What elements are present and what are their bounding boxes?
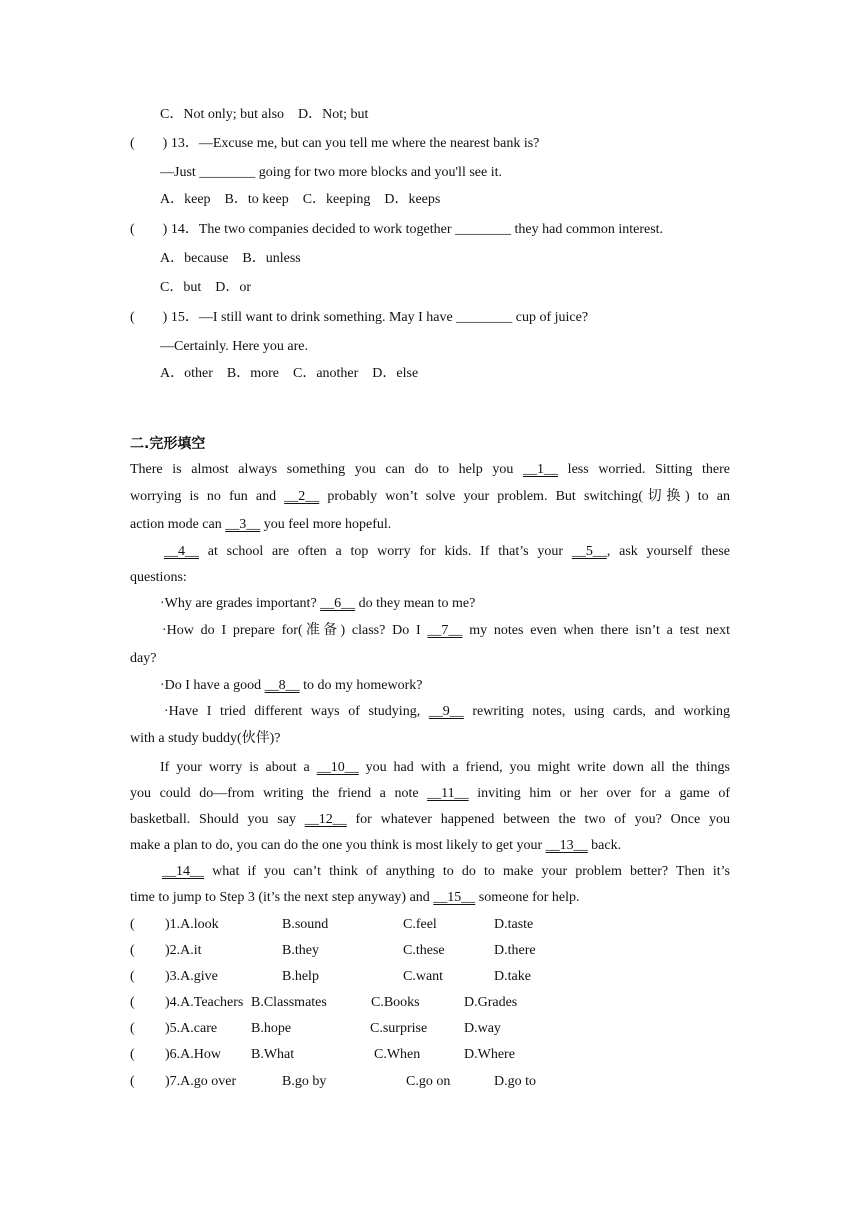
option-d[interactable]: D.there — [494, 943, 536, 958]
option-a[interactable]: )4.A.Teachers — [165, 995, 244, 1010]
option-a[interactable]: )2.A.it — [165, 943, 202, 958]
answer-paren[interactable]: ( — [130, 917, 135, 932]
option-a[interactable]: )7.A.go over — [165, 1074, 237, 1089]
answer-paren[interactable]: ( — [130, 943, 135, 958]
blank-2: __2__ — [284, 489, 320, 504]
cloze-p4-line2: time to jump to Step 3 (it’s the next step anyway) and __15__ someone for help. — [130, 890, 580, 905]
answer-paren[interactable]: ( — [130, 1074, 135, 1089]
option-b[interactable]: B.hope — [251, 1021, 292, 1036]
blank-12: __12__ — [304, 812, 347, 827]
question-stem: 15．—I still want to drink something. May I have ________ cup of juice? — [167, 310, 589, 325]
option-d[interactable]: D.take — [494, 969, 531, 984]
question-14 — [130, 221, 663, 239]
question-15-line2: —Certainly. Here you are. — [160, 339, 308, 354]
cloze-p3-line3: basketball. Should you say __12__ for whatever happened between the two of you? Once you — [130, 812, 730, 827]
answer-paren[interactable]: ( — [130, 1021, 135, 1036]
option-d[interactable]: D.Grades — [464, 995, 518, 1010]
option-c[interactable]: C.surprise — [370, 1021, 428, 1036]
question-stem: 13．—Excuse me, but can you tell me where the nearest bank is? — [167, 136, 540, 151]
question-13 — [130, 135, 539, 153]
blank-13: __13__ — [545, 838, 588, 853]
cloze-p1-line2: worrying is no fun and __2__ probably won’t solve your problem. But switching(切换) to an — [130, 489, 730, 504]
option-d[interactable]: D.way — [464, 1021, 501, 1036]
option-b[interactable]: B.sound — [282, 917, 329, 932]
cloze-p1-line3: action mode can __3__ you feel more hopeful. — [130, 517, 392, 532]
option-c[interactable]: C.When — [374, 1047, 421, 1062]
option-b[interactable]: B.Classmates — [251, 995, 327, 1010]
option-d[interactable]: D.taste — [494, 917, 534, 932]
cloze-p1-line1: There is almost always something you can do to help you __1__ less worried. Sitting there — [130, 462, 730, 477]
answer-paren[interactable]: ( — [130, 1047, 135, 1062]
question-stem: 14．The two companies decided to work together ________ they had common interest. — [167, 222, 664, 237]
blank-6: __6__ — [320, 596, 356, 611]
cloze-q-line3: ·Do I have a good __8__ to do my homework? — [160, 678, 423, 693]
option-a[interactable]: )1.A.look — [165, 917, 219, 932]
q12-options-cd: C．Not only; but also D．Not; but — [160, 107, 369, 122]
cloze-p3-line2: you could do—from writing the friend a note __11__ inviting him or her over for a game of — [130, 786, 730, 801]
option-d[interactable]: D.go to — [494, 1074, 536, 1089]
option-b[interactable]: B.go by — [282, 1074, 327, 1089]
cloze-p3-line4: make a plan to do, you can do the one you think is most likely to get your __13__ back. — [130, 838, 622, 853]
answer-paren[interactable]: ( ) — [130, 136, 168, 151]
question-14-options-cd: C．but D．or — [160, 280, 251, 295]
blank-9: __9__ — [428, 704, 464, 719]
cloze-p2-line2: questions: — [130, 570, 187, 585]
cloze-p4-line1: __14__ what if you can’t think of anything to do to make your problem better? Then it’s — [162, 864, 730, 879]
cloze-q-line4-cont: with a study buddy(伙伴)? — [130, 731, 281, 746]
blank-1: __1__ — [523, 462, 559, 477]
cloze-p2-line1: __4__ at school are often a top worry for kids. If that’s your __5__, ask yourself these — [164, 544, 730, 559]
option-d[interactable]: D.Where — [464, 1047, 515, 1062]
option-c[interactable]: C.these — [403, 943, 445, 958]
option-b[interactable]: B.they — [282, 943, 319, 958]
answer-paren[interactable]: ( — [130, 995, 135, 1010]
answer-paren[interactable]: ( ) — [130, 222, 168, 237]
blank-4: __4__ — [164, 544, 199, 559]
option-c[interactable]: C.want — [403, 969, 444, 984]
section-heading: 二.完形填空 — [130, 436, 206, 452]
question-14-options-ab: A．because B．unless — [160, 251, 301, 266]
answer-paren[interactable]: ( ) — [130, 310, 168, 325]
cloze-q-line2-cont: day? — [130, 651, 157, 666]
blank-11: __11__ — [427, 786, 469, 801]
cloze-q-line1: ·Why are grades important? __6__ do they mean to me? — [160, 596, 476, 611]
option-a[interactable]: )3.A.give — [165, 969, 218, 984]
blank-8: __8__ — [264, 678, 300, 693]
answer-paren[interactable]: ( — [130, 969, 135, 984]
option-c[interactable]: C.feel — [403, 917, 437, 932]
cloze-q-line2: ·How do I prepare for(准备) class? Do I __7__ my notes even when there isn’t a test next — [162, 623, 730, 638]
blank-5: __5__ — [571, 544, 607, 559]
option-a[interactable]: )5.A.care — [165, 1021, 218, 1036]
option-c[interactable]: C.go on — [406, 1074, 451, 1089]
question-15-options: A．other B．more C．another D．else — [160, 366, 419, 381]
blank-15: __15__ — [433, 890, 476, 905]
cloze-q-line4: ·Have I tried different ways of studying, __9__ rewriting notes, using cards, and working — [164, 704, 730, 719]
question-15 — [130, 309, 588, 327]
option-b[interactable]: B.help — [282, 969, 319, 984]
blank-3: __3__ — [225, 517, 261, 532]
question-13-line2: —Just ________ going for two more blocks and you'll see it. — [160, 165, 502, 180]
option-b[interactable]: B.What — [251, 1047, 295, 1062]
blank-14: __14__ — [162, 864, 204, 879]
option-a[interactable]: )6.A.How — [165, 1047, 221, 1062]
cloze-p3-line1: If your worry is about a __10__ you had with a friend, you might write down all the things — [160, 760, 730, 775]
blank-10: __10__ — [316, 760, 359, 775]
blank-7: __7__ — [427, 623, 463, 638]
option-c[interactable]: C.Books — [371, 995, 420, 1010]
question-13-options: A．keep B．to keep C．keeping D．keeps — [160, 192, 441, 207]
